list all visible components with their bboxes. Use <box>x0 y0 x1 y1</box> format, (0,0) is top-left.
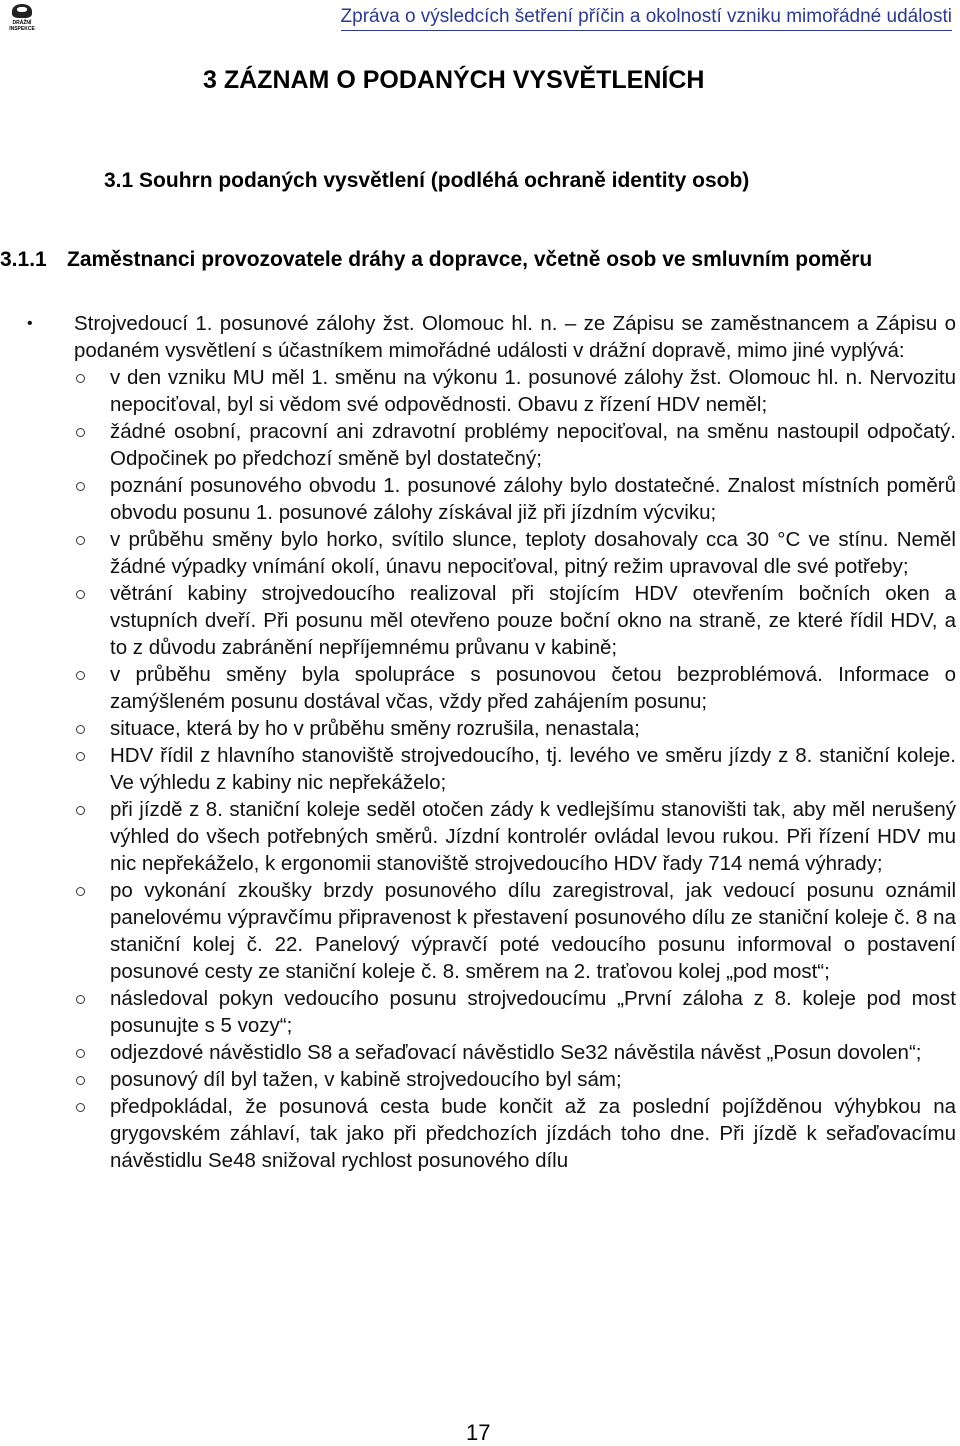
list-item-text: v průběhu směny bylo horko, svítilo slunce, teploty dosahovaly cca 30 °C ve stínu. Neměl žádné výpadky vnímání okolí, únavu nepociťoval, pitný režim upravoval dle své potřeby; <box>110 528 956 578</box>
circle-bullet-icon <box>76 428 85 437</box>
list-item-text: v průběhu směny byla spolupráce s posunovou četou bezproblémová. Informace o zamýšleném posunu dostával včas, vždy před zahájením posunu; <box>110 663 956 713</box>
list-item <box>0 796 956 877</box>
list-item-text: HDV řídil z hlavního stanoviště strojvedoucího, tj. levého ve směru jízdy z 8. staniční koleje. Ve výhledu z kabiny nic nepřekáželo; <box>110 744 956 794</box>
list-item-text: předpokládal, že posunová cesta bude končit až za poslední pojížděnou výhybkou na grygovském záhlaví, tak jako při předchozích jízdách toho dne. Při jízdě k seřaďovacímu návěstidlu Se48 snižoval rychlost posunového dílu <box>110 1095 956 1172</box>
inspection-logo-icon <box>12 4 32 18</box>
list-item <box>0 877 956 985</box>
list-item-text: žádné osobní, pracovní ani zdravotní problémy nepociťoval, na směnu nastoupil odpočatý. Odpočinek po předchozí směně byl dostatečný; <box>110 420 956 470</box>
list-item <box>0 661 956 715</box>
running-header: Zpráva o výsledcích šetření příčin a okolností vzniku mimořádné události <box>341 6 952 31</box>
logo <box>4 4 40 34</box>
list-item <box>0 715 956 742</box>
subsection-title: Zaměstnanci provozovatele dráhy a dopravce, včetně osob ve smluvním poměru <box>67 248 873 271</box>
subsection-heading <box>0 246 956 274</box>
section-heading: 3.1 Souhrn podaných vysvětlení (podléhá ochraně identity osob) <box>104 169 750 192</box>
list-item <box>0 472 956 526</box>
list-item <box>0 1093 956 1174</box>
list-item-text: větrání kabiny strojvedoucího realizoval při stojícím HDV otevřením bočních oken a vstupních dveří. Při posunu měl otevřeno pouze boční okno na straně, ze které řídil HDV, a to z důvodu zabránění nepříjemnému průvanu v kabině; <box>110 582 956 659</box>
list-item-text: posunový díl byl tažen, v kabině strojvedoucího byl sám; <box>110 1068 622 1091</box>
subsection-number: 3.1.1 <box>0 248 47 271</box>
circle-bullet-icon <box>76 806 85 815</box>
list-item <box>0 418 956 472</box>
body-content <box>0 310 956 1174</box>
page-number: 17 <box>466 1420 491 1445</box>
chapter-heading: 3 ZÁZNAM O PODANÝCH VYSVĚTLENÍCH <box>203 66 705 94</box>
list-item <box>0 1066 956 1093</box>
list-item-text: odjezdové návěstidlo S8 a seřaďovací návěstidlo Se32 návěstila návěst „Posun dovolen“; <box>110 1041 922 1064</box>
list-item <box>0 1039 956 1066</box>
list-item <box>0 364 956 418</box>
list-item <box>0 742 956 796</box>
circle-bullet-icon <box>76 1049 85 1058</box>
list-item <box>0 526 956 580</box>
statement-list <box>0 364 956 1174</box>
circle-bullet-icon <box>76 671 85 680</box>
circle-bullet-icon <box>76 536 85 545</box>
circle-bullet-icon <box>76 887 85 896</box>
list-item <box>0 580 956 661</box>
list-item-text: poznání posunového obvodu 1. posunové zálohy bylo dostatečné. Znalost místních poměrů obvodu posunu 1. posunové zálohy získával již při jízdním výcviku; <box>110 474 956 524</box>
circle-bullet-icon <box>76 725 85 734</box>
circle-bullet-icon <box>76 482 85 491</box>
list-item-text: při jízdě z 8. staniční koleje seděl otočen zády k vedlejšímu stanovišti tak, aby měl nerušený výhled do všech potřebných směrů. Jízdní kontrolér ovládal levou rukou. Při řízení HDV mu nic nepřekáželo, k ergonomii stanoviště strojvedoucího HDV řady 714 nemá výhrady; <box>110 798 956 875</box>
list-item-text: situace, která by ho v průběhu směny rozrušila, nenastala; <box>110 717 640 740</box>
list-item-text: v den vzniku MU měl 1. směnu na výkonu 1. posunové zálohy žst. Olomouc hl. n. Nervozitu nepociťoval, byl si vědom své odpovědnosti. Obavu z řízení HDV neměl; <box>110 366 956 416</box>
bullet-icon: • <box>27 315 33 332</box>
list-item <box>0 985 956 1039</box>
circle-bullet-icon <box>76 1076 85 1085</box>
intro-text: Strojvedoucí 1. posunové zálohy žst. Olomouc hl. n. – ze Zápisu se zaměstnancem a Zápisu o podaném vysvětlení s účastníkem mimořádné události v drážní dopravě, mimo jiné vyplývá: <box>74 312 956 362</box>
logo-text: DRÁŽNÍ INSPEKCE <box>9 20 35 32</box>
circle-bullet-icon <box>76 1103 85 1112</box>
circle-bullet-icon <box>76 374 85 383</box>
intro-paragraph <box>0 310 956 364</box>
circle-bullet-icon <box>76 752 85 761</box>
list-item-text: po vykonání zkoušky brzdy posunového dílu zaregistroval, jak vedoucí posunu oznámil panelovému výpravčímu připravenost k přestavení posunového dílu ze staniční koleje č. 8 na staniční kolej č. 22. Panelový výpravčí poté vedoucího posunu informoval o postavení posunové cesty ze staniční koleje č. 8. směrem na 2. traťovou kolej „pod most“; <box>110 879 956 983</box>
list-item-text: následoval pokyn vedoucího posunu strojvedoucímu „První záloha z 8. koleje pod most posunujte s 5 vozy“; <box>110 987 956 1037</box>
circle-bullet-icon <box>76 590 85 599</box>
circle-bullet-icon <box>76 995 85 1004</box>
